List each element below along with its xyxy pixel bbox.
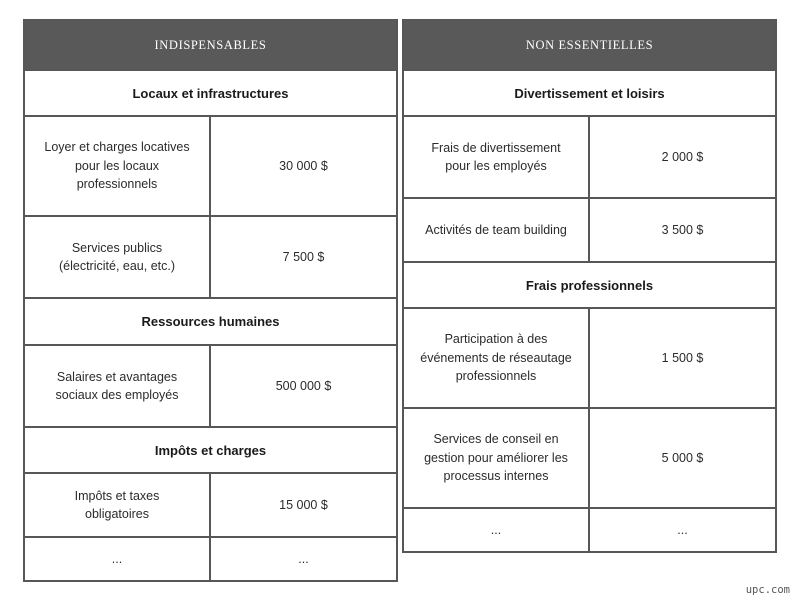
expense-amount: 15 000 $ [279,497,328,512]
table-row [404,507,775,551]
section-title-ressources-humaines: Ressources humaines [25,297,396,344]
expense-label: Frais de divertissement pour les employés [404,117,590,197]
table-row [25,472,396,536]
essential-expenses-table [23,19,398,582]
expense-amount: 7 500 $ [282,249,325,264]
table-header-non-essentielles: NON ESSENTIELLES [404,21,775,69]
table-row [404,115,775,197]
expense-label: ... [25,538,211,580]
expense-amount: 5 000 $ [661,450,704,465]
section-title-divertissement: Divertissement et loisirs [404,69,775,115]
expense-amount: 3 500 $ [661,222,704,237]
expense-label: Salaires et avantages sociaux des employés [25,346,211,426]
watermark: upc.com [745,584,790,596]
expense-amount: 2 000 $ [661,149,704,164]
section-title-locaux: Locaux et infrastructures [25,69,396,115]
table-row [25,344,396,426]
expense-amount: 500 000 $ [275,378,332,393]
expense-amount: 1 500 $ [661,350,704,365]
non-essential-expenses-table [402,19,777,553]
table-row [404,197,775,261]
table-row [25,536,396,580]
section-title-impots: Impôts et charges [25,426,396,472]
expense-label: Activités de team building [404,199,590,261]
table-row [25,215,396,297]
table-row [25,115,396,215]
expense-label: Services de conseil en gestion pour améliorer les processus internes [404,409,590,507]
expense-amount: 30 000 $ [279,158,328,173]
expense-label: Impôts et taxes obligatoires [25,474,211,536]
expense-amount: ... [298,551,309,566]
table-header-indispensables: INDISPENSABLES [25,21,396,69]
expense-label: Loyer et charges locatives pour les locaux professionnels [25,117,211,215]
expense-label: Services publics (électricité, eau, etc.) [25,217,211,297]
expense-label: ... [404,509,590,551]
table-row [404,407,775,507]
section-title-frais-professionnels: Frais professionnels [404,261,775,307]
expense-label: Participation à des événements de réseautage professionnels [404,309,590,407]
table-row [404,307,775,407]
expense-amount: ... [677,522,688,537]
